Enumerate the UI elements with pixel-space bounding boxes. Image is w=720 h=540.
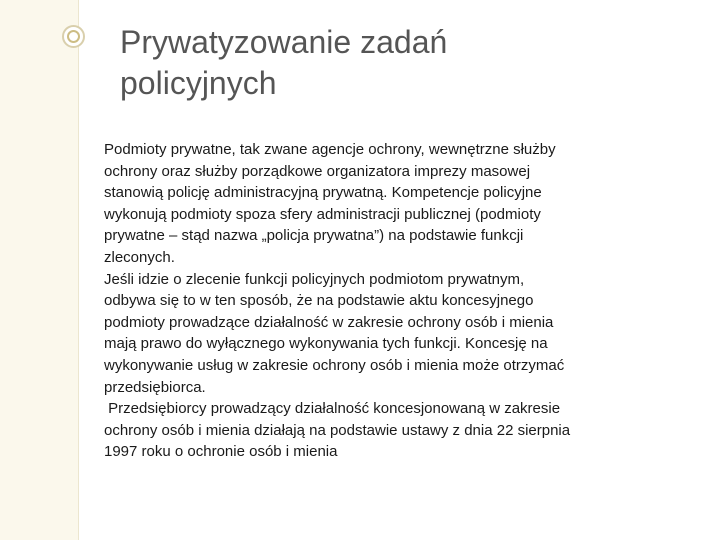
body-line: wykonują podmioty spoza sfery administracji publicznej (podmioty: [104, 205, 541, 223]
body-line: zleconych.: [104, 248, 175, 266]
body-line: stanowią policję administracyjną prywatną. Kompetencje policyjne: [104, 184, 542, 202]
body-line: Jeśli idzie o zlecenie funkcji policyjnych podmiotom prywatnym,: [104, 270, 525, 288]
slide-body-text: [104, 139, 700, 463]
body-line: ochrony oraz służby porządkowe organizatora imprezy masowej: [104, 162, 531, 180]
body-line: prywatne – stąd nazwa „policja prywatna”) na podstawie funkcji: [104, 227, 524, 245]
body-line: ochrony osób i mienia działają na podstawie ustawy z dnia 22 sierpnia: [104, 421, 571, 439]
body-line: Przedsiębiorcy prowadzący działalność koncesjonowaną w zakresie: [104, 400, 561, 418]
decorative-ring-inner: [67, 30, 80, 43]
body-line: odbywa się to w ten sposób, że na podstawie aktu koncesyjnego: [104, 292, 534, 310]
body-line: podmioty prowadzące działalność w zakresie ochrony osób i mienia: [104, 313, 554, 331]
body-line: mają prawo do wyłącznego wykonywania tych funkcji. Koncesję na: [104, 335, 548, 353]
title-line: Prywatyzowanie zadań: [120, 24, 448, 60]
body-line: Podmioty prywatne, tak zwane agencje ochrony, wewnętrzne służby: [104, 141, 556, 158]
body-line: wykonywanie usług w zakresie ochrony osób i mienia może otrzymać: [104, 356, 565, 374]
body-line: 1997 roku o ochronie osób i mienia: [104, 443, 338, 461]
body-line: przedsiębiorca.: [104, 378, 206, 396]
title-line: policyjnych: [120, 65, 277, 101]
left-decorative-band: [0, 0, 78, 540]
slide-title: [120, 22, 680, 104]
band-edge-divider: [78, 0, 79, 540]
